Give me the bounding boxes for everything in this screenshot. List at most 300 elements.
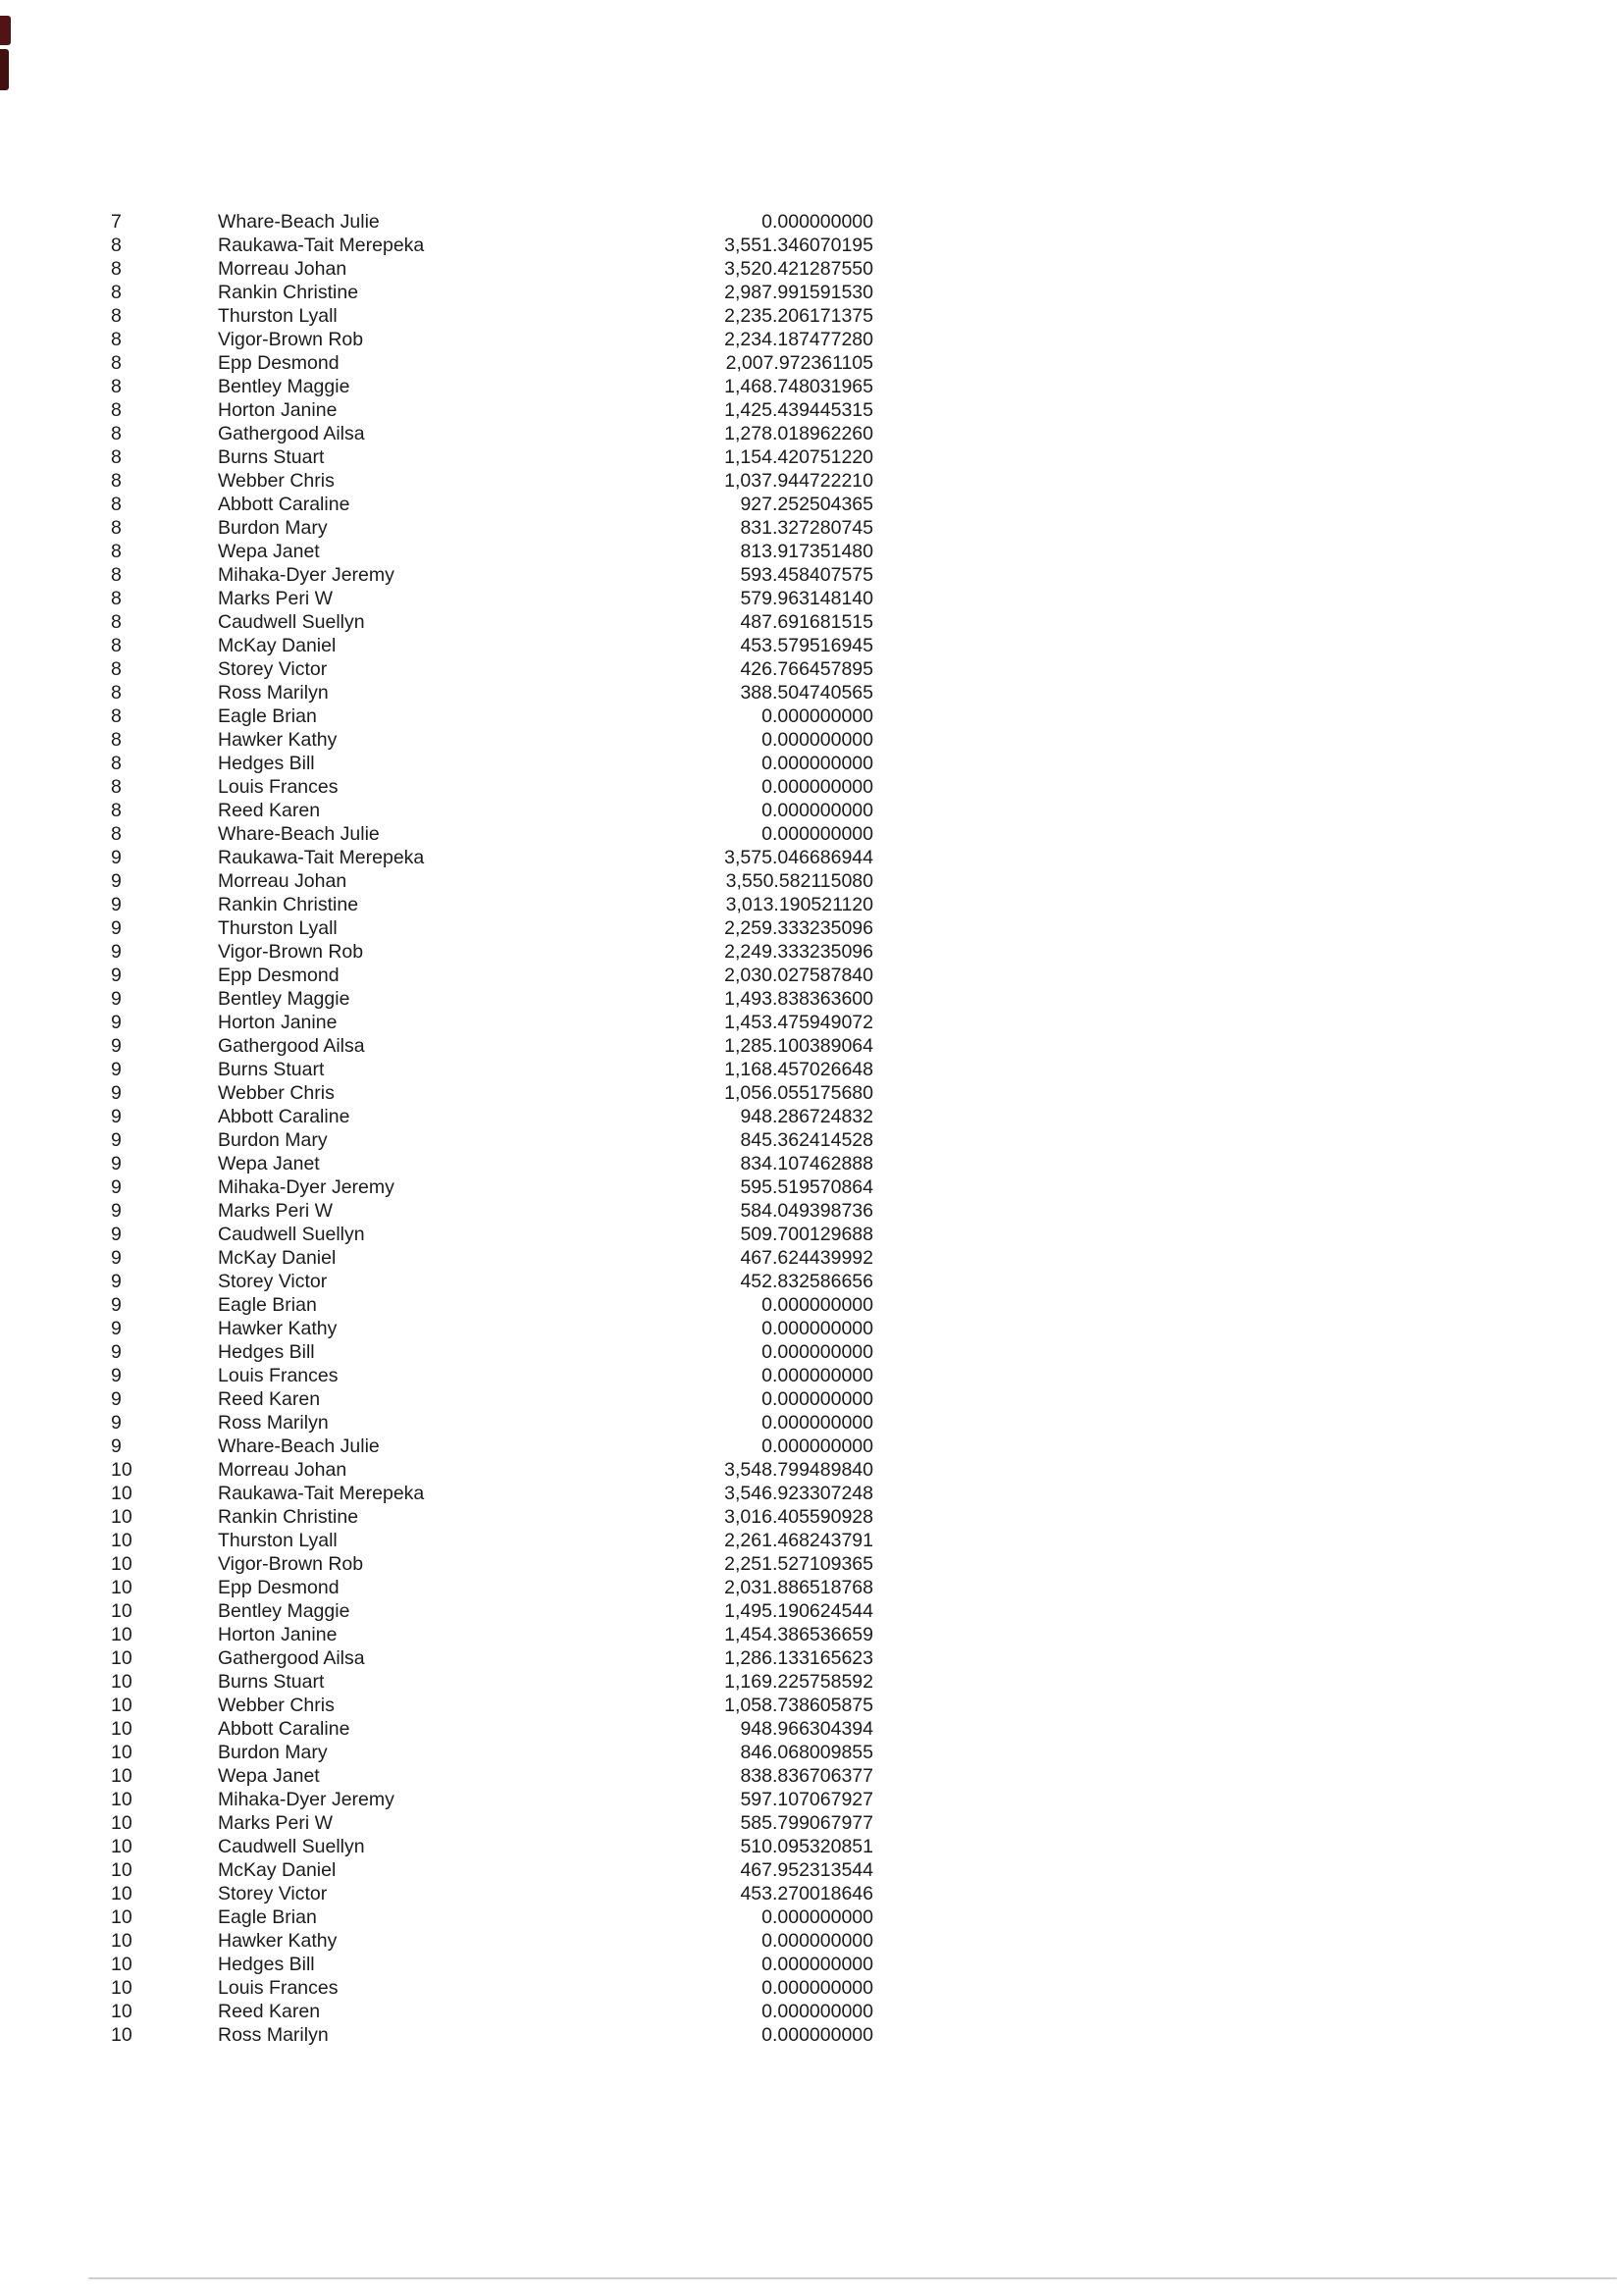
period-cell: 10 xyxy=(111,1954,132,1975)
name-cell: Webber Chris xyxy=(218,1695,335,1716)
value-cell: 487.691681515 xyxy=(740,611,873,633)
scan-artifact-mark-top xyxy=(0,16,11,45)
value-cell: 467.952313544 xyxy=(740,1859,873,1881)
table-row xyxy=(111,2000,873,2023)
period-cell: 9 xyxy=(111,1341,122,1363)
period-cell: 9 xyxy=(111,1129,122,1151)
value-cell: 584.049398736 xyxy=(740,1200,873,1222)
name-cell: Gathergood Ailsa xyxy=(218,1035,365,1057)
period-cell: 10 xyxy=(111,1459,132,1481)
value-cell: 3,546.923307248 xyxy=(724,1483,873,1504)
table-row xyxy=(111,987,873,1011)
period-cell: 9 xyxy=(111,1200,122,1222)
value-cell: 0.000000000 xyxy=(761,1977,873,1999)
table-row xyxy=(111,1152,873,1175)
table-row xyxy=(111,657,873,681)
table-row xyxy=(111,1058,873,1081)
value-cell: 948.286724832 xyxy=(740,1106,873,1127)
period-cell: 9 xyxy=(111,1035,122,1057)
period-cell: 10 xyxy=(111,1906,132,1928)
name-cell: Storey Victor xyxy=(218,1271,328,1292)
name-cell: McKay Daniel xyxy=(218,635,337,656)
period-cell: 8 xyxy=(111,658,122,680)
name-cell: Mihaka-Dyer Jeremy xyxy=(218,564,394,586)
value-cell: 834.107462888 xyxy=(740,1153,873,1174)
name-cell: Wepa Janet xyxy=(218,1765,320,1787)
name-cell: Gathergood Ailsa xyxy=(218,423,365,444)
period-cell: 9 xyxy=(111,1318,122,1339)
table-row xyxy=(111,704,873,728)
period-cell: 9 xyxy=(111,1294,122,1316)
name-cell: Vigor-Brown Rob xyxy=(218,1553,364,1575)
period-cell: 9 xyxy=(111,1435,122,1457)
name-cell: Mihaka-Dyer Jeremy xyxy=(218,1176,394,1198)
value-cell: 1,285.100389064 xyxy=(724,1035,873,1057)
period-cell: 8 xyxy=(111,823,122,845)
value-cell: 2,235.206171375 xyxy=(724,305,873,327)
name-cell: Epp Desmond xyxy=(218,352,340,374)
value-cell: 388.504740565 xyxy=(740,682,873,704)
table-row xyxy=(111,304,873,328)
name-cell: Rankin Christine xyxy=(218,894,359,915)
period-cell: 9 xyxy=(111,1176,122,1198)
period-cell: 8 xyxy=(111,564,122,586)
period-cell: 10 xyxy=(111,2001,132,2022)
name-cell: Rankin Christine xyxy=(218,282,359,303)
period-cell: 10 xyxy=(111,1624,132,1645)
value-cell: 2,259.333235096 xyxy=(724,917,873,939)
table-row xyxy=(111,1364,873,1387)
period-cell: 10 xyxy=(111,1812,132,1834)
value-cell: 510.095320851 xyxy=(740,1836,873,1857)
name-cell: Gathergood Ailsa xyxy=(218,1647,365,1669)
name-cell: Burdon Mary xyxy=(218,517,328,539)
value-cell: 0.000000000 xyxy=(761,776,873,798)
name-cell: Hedges Bill xyxy=(218,753,315,774)
value-cell: 838.836706377 xyxy=(740,1765,873,1787)
name-cell: Storey Victor xyxy=(218,658,328,680)
value-cell: 831.327280745 xyxy=(740,517,873,539)
scan-artifact-mark-bottom xyxy=(0,49,9,90)
value-cell: 0.000000000 xyxy=(761,800,873,821)
value-cell: 452.832586656 xyxy=(740,1271,873,1292)
value-cell: 813.917351480 xyxy=(740,541,873,562)
table-row xyxy=(111,493,873,516)
value-cell: 2,007.972361105 xyxy=(725,352,873,374)
name-cell: Louis Frances xyxy=(218,1365,339,1386)
table-row xyxy=(111,940,873,964)
table-row xyxy=(111,1741,873,1764)
period-cell: 9 xyxy=(111,941,122,963)
name-cell: Hedges Bill xyxy=(218,1341,315,1363)
name-cell: Bentley Maggie xyxy=(218,376,350,397)
period-cell: 9 xyxy=(111,870,122,892)
value-cell: 1,168.457026648 xyxy=(724,1059,873,1080)
value-cell: 2,987.991591530 xyxy=(724,282,873,303)
value-cell: 3,550.582115080 xyxy=(725,870,873,892)
period-cell: 8 xyxy=(111,729,122,751)
name-cell: Webber Chris xyxy=(218,470,335,492)
period-cell: 9 xyxy=(111,1012,122,1033)
period-cell: 10 xyxy=(111,1600,132,1622)
value-cell: 426.766457895 xyxy=(740,658,873,680)
value-cell: 585.799067977 xyxy=(740,1812,873,1834)
period-cell: 10 xyxy=(111,1483,132,1504)
value-cell: 0.000000000 xyxy=(761,1954,873,1975)
name-cell: Abbott Caraline xyxy=(218,494,350,515)
period-cell: 10 xyxy=(111,1765,132,1787)
name-cell: Hawker Kathy xyxy=(218,729,338,751)
name-cell: McKay Daniel xyxy=(218,1247,337,1269)
table-row xyxy=(111,1717,873,1741)
table-row xyxy=(111,234,873,257)
value-cell: 0.000000000 xyxy=(761,823,873,845)
value-cell: 0.000000000 xyxy=(761,1388,873,1410)
period-cell: 8 xyxy=(111,682,122,704)
period-cell: 9 xyxy=(111,1153,122,1174)
name-cell: Caudwell Suellyn xyxy=(218,1836,365,1857)
value-cell: 509.700129688 xyxy=(740,1224,873,1245)
value-cell: 1,058.738605875 xyxy=(724,1695,873,1716)
name-cell: Raukawa-Tait Merepeka xyxy=(218,235,425,256)
value-cell: 453.579516945 xyxy=(740,635,873,656)
name-cell: Bentley Maggie xyxy=(218,988,350,1010)
name-cell: Burns Stuart xyxy=(218,446,325,468)
period-cell: 10 xyxy=(111,1718,132,1740)
period-cell: 10 xyxy=(111,1671,132,1693)
value-cell: 0.000000000 xyxy=(761,1930,873,1952)
table-row xyxy=(111,1011,873,1034)
value-cell: 1,154.420751220 xyxy=(724,446,873,468)
name-cell: Abbott Caraline xyxy=(218,1718,350,1740)
data-table xyxy=(111,210,873,2047)
name-cell: Rankin Christine xyxy=(218,1506,359,1528)
value-cell: 0.000000000 xyxy=(761,1318,873,1339)
period-cell: 9 xyxy=(111,1247,122,1269)
period-cell: 9 xyxy=(111,965,122,986)
period-cell: 8 xyxy=(111,399,122,421)
value-cell: 597.107067927 xyxy=(740,1789,873,1810)
period-cell: 8 xyxy=(111,282,122,303)
value-cell: 0.000000000 xyxy=(761,1294,873,1316)
period-cell: 9 xyxy=(111,1365,122,1386)
period-cell: 8 xyxy=(111,235,122,256)
name-cell: Thurston Lyall xyxy=(218,917,338,939)
period-cell: 9 xyxy=(111,1059,122,1080)
table-row xyxy=(111,563,873,587)
table-row xyxy=(111,210,873,234)
value-cell: 0.000000000 xyxy=(761,705,873,727)
table-row xyxy=(111,445,873,469)
value-cell: 3,551.346070195 xyxy=(724,235,873,256)
name-cell: Vigor-Brown Rob xyxy=(218,329,364,350)
table-row xyxy=(111,1270,873,1293)
period-cell: 10 xyxy=(111,1883,132,1905)
table-row xyxy=(111,1929,873,1953)
table-row xyxy=(111,1811,873,1835)
value-cell: 0.000000000 xyxy=(761,2024,873,2046)
table-row xyxy=(111,422,873,445)
table-row xyxy=(111,1976,873,2000)
table-row xyxy=(111,1505,873,1529)
name-cell: Whare-Beach Julie xyxy=(218,1435,380,1457)
value-cell: 0.000000000 xyxy=(761,1435,873,1457)
name-cell: Morreau Johan xyxy=(218,258,347,280)
period-cell: 9 xyxy=(111,894,122,915)
period-cell: 8 xyxy=(111,258,122,280)
value-cell: 0.000000000 xyxy=(761,211,873,233)
name-cell: Ross Marilyn xyxy=(218,1412,329,1434)
period-cell: 7 xyxy=(111,211,122,233)
value-cell: 2,030.027587840 xyxy=(724,965,873,986)
table-row xyxy=(111,775,873,799)
name-cell: Thurston Lyall xyxy=(218,305,338,327)
period-cell: 10 xyxy=(111,1977,132,1999)
table-row xyxy=(111,681,873,704)
table-row xyxy=(111,587,873,610)
value-cell: 2,261.468243791 xyxy=(724,1530,873,1551)
period-cell: 9 xyxy=(111,1106,122,1127)
value-cell: 0.000000000 xyxy=(761,1906,873,1928)
table-row xyxy=(111,540,873,563)
table-row xyxy=(111,916,873,940)
value-cell: 1,278.018962260 xyxy=(724,423,873,444)
name-cell: Wepa Janet xyxy=(218,541,320,562)
period-cell: 8 xyxy=(111,376,122,397)
table-row xyxy=(111,1435,873,1458)
table-row xyxy=(111,610,873,634)
value-cell: 927.252504365 xyxy=(740,494,873,515)
value-cell: 1,286.133165623 xyxy=(724,1647,873,1669)
name-cell: Eagle Brian xyxy=(218,705,317,727)
period-cell: 8 xyxy=(111,705,122,727)
value-cell: 0.000000000 xyxy=(761,753,873,774)
table-row xyxy=(111,398,873,422)
name-cell: Mihaka-Dyer Jeremy xyxy=(218,1789,394,1810)
table-row xyxy=(111,1552,873,1576)
value-cell: 453.270018646 xyxy=(740,1883,873,1905)
name-cell: Burdon Mary xyxy=(218,1742,328,1763)
period-cell: 10 xyxy=(111,1553,132,1575)
value-cell: 1,454.386536659 xyxy=(724,1624,873,1645)
name-cell: Raukawa-Tait Merepeka xyxy=(218,1483,425,1504)
period-cell: 8 xyxy=(111,800,122,821)
table-row xyxy=(111,1128,873,1152)
period-cell: 10 xyxy=(111,1789,132,1810)
table-row xyxy=(111,1599,873,1623)
value-cell: 0.000000000 xyxy=(761,1412,873,1434)
table-row xyxy=(111,846,873,869)
value-cell: 593.458407575 xyxy=(740,564,873,586)
table-row xyxy=(111,1199,873,1223)
name-cell: Hedges Bill xyxy=(218,1954,315,1975)
name-cell: Morreau Johan xyxy=(218,1459,347,1481)
name-cell: Wepa Janet xyxy=(218,1153,320,1174)
table-row xyxy=(111,964,873,987)
value-cell: 1,169.225758592 xyxy=(724,1671,873,1693)
table-row xyxy=(111,1670,873,1694)
name-cell: Raukawa-Tait Merepeka xyxy=(218,847,425,868)
value-cell: 3,575.046686944 xyxy=(724,847,873,868)
table-row xyxy=(111,1576,873,1599)
table-row xyxy=(111,1788,873,1811)
name-cell: Hawker Kathy xyxy=(218,1930,338,1952)
table-row xyxy=(111,1882,873,1905)
name-cell: Horton Janine xyxy=(218,1012,338,1033)
name-cell: Marks Peri W xyxy=(218,1812,333,1834)
name-cell: Ross Marilyn xyxy=(218,682,329,704)
name-cell: Thurston Lyall xyxy=(218,1530,338,1551)
period-cell: 9 xyxy=(111,1271,122,1292)
table-row xyxy=(111,1694,873,1717)
value-cell: 3,520.421287550 xyxy=(724,258,873,280)
period-cell: 9 xyxy=(111,1224,122,1245)
value-cell: 1,425.439445315 xyxy=(724,399,873,421)
period-cell: 10 xyxy=(111,1506,132,1528)
name-cell: Horton Janine xyxy=(218,1624,338,1645)
table-row xyxy=(111,2023,873,2047)
name-cell: Reed Karen xyxy=(218,1388,321,1410)
table-row xyxy=(111,1223,873,1246)
period-cell: 10 xyxy=(111,1647,132,1669)
table-row xyxy=(111,893,873,916)
name-cell: Eagle Brian xyxy=(218,1906,317,1928)
name-cell: Morreau Johan xyxy=(218,870,347,892)
value-cell: 0.000000000 xyxy=(761,2001,873,2022)
table-row xyxy=(111,869,873,893)
period-cell: 10 xyxy=(111,1742,132,1763)
value-cell: 846.068009855 xyxy=(740,1742,873,1763)
value-cell: 1,037.944722210 xyxy=(724,470,873,492)
table-row xyxy=(111,1482,873,1505)
value-cell: 595.519570864 xyxy=(740,1176,873,1198)
value-cell: 948.966304394 xyxy=(740,1718,873,1740)
period-cell: 9 xyxy=(111,1082,122,1104)
table-row xyxy=(111,328,873,351)
table-row xyxy=(111,1835,873,1858)
value-cell: 0.000000000 xyxy=(761,1341,873,1363)
table-row xyxy=(111,822,873,846)
period-cell: 9 xyxy=(111,1388,122,1410)
period-cell: 10 xyxy=(111,1836,132,1857)
period-cell: 8 xyxy=(111,352,122,374)
value-cell: 2,249.333235096 xyxy=(724,941,873,963)
table-row xyxy=(111,257,873,281)
value-cell: 3,013.190521120 xyxy=(725,894,873,915)
period-cell: 8 xyxy=(111,446,122,468)
period-cell: 8 xyxy=(111,423,122,444)
table-row xyxy=(111,1458,873,1482)
name-cell: Epp Desmond xyxy=(218,965,340,986)
table-row xyxy=(111,1081,873,1105)
name-cell: Burns Stuart xyxy=(218,1671,325,1693)
value-cell: 3,548.799489840 xyxy=(724,1459,873,1481)
name-cell: Ross Marilyn xyxy=(218,2024,329,2046)
value-cell: 1,495.190624544 xyxy=(724,1600,873,1622)
table-row xyxy=(111,1411,873,1435)
value-cell: 2,234.187477280 xyxy=(724,329,873,350)
period-cell: 10 xyxy=(111,1930,132,1952)
value-cell: 579.963148140 xyxy=(740,588,873,609)
period-cell: 8 xyxy=(111,305,122,327)
period-cell: 10 xyxy=(111,1530,132,1551)
table-row xyxy=(111,351,873,375)
table-row xyxy=(111,1764,873,1788)
period-cell: 8 xyxy=(111,517,122,539)
table-row xyxy=(111,752,873,775)
value-cell: 1,056.055175680 xyxy=(724,1082,873,1104)
period-cell: 8 xyxy=(111,611,122,633)
value-cell: 3,016.405590928 xyxy=(724,1506,873,1528)
table-row xyxy=(111,728,873,752)
period-cell: 9 xyxy=(111,917,122,939)
period-cell: 10 xyxy=(111,1577,132,1598)
period-cell: 10 xyxy=(111,1695,132,1716)
name-cell: Whare-Beach Julie xyxy=(218,823,380,845)
name-cell: McKay Daniel xyxy=(218,1859,337,1881)
value-cell: 0.000000000 xyxy=(761,729,873,751)
name-cell: Storey Victor xyxy=(218,1883,328,1905)
table-row xyxy=(111,1387,873,1411)
table-row xyxy=(111,1175,873,1199)
period-cell: 9 xyxy=(111,1412,122,1434)
name-cell: Marks Peri W xyxy=(218,588,333,609)
scan-edge-line xyxy=(88,2277,1617,2279)
period-cell: 9 xyxy=(111,847,122,868)
table-row xyxy=(111,634,873,657)
table-row xyxy=(111,1646,873,1670)
name-cell: Reed Karen xyxy=(218,2001,321,2022)
period-cell: 8 xyxy=(111,470,122,492)
name-cell: Eagle Brian xyxy=(218,1294,317,1316)
name-cell: Whare-Beach Julie xyxy=(218,211,380,233)
period-cell: 8 xyxy=(111,494,122,515)
value-cell: 845.362414528 xyxy=(740,1129,873,1151)
table-row xyxy=(111,1529,873,1552)
period-cell: 8 xyxy=(111,588,122,609)
value-cell: 0.000000000 xyxy=(761,1365,873,1386)
table-row xyxy=(111,375,873,398)
value-cell: 1,493.838363600 xyxy=(724,988,873,1010)
period-cell: 8 xyxy=(111,635,122,656)
name-cell: Bentley Maggie xyxy=(218,1600,350,1622)
name-cell: Caudwell Suellyn xyxy=(218,1224,365,1245)
value-cell: 2,251.527109365 xyxy=(724,1553,873,1575)
table-row xyxy=(111,1953,873,1976)
name-cell: Burdon Mary xyxy=(218,1129,328,1151)
table-row xyxy=(111,469,873,493)
table-row xyxy=(111,1293,873,1317)
name-cell: Caudwell Suellyn xyxy=(218,611,365,633)
name-cell: Louis Frances xyxy=(218,1977,339,1999)
period-cell: 8 xyxy=(111,329,122,350)
name-cell: Epp Desmond xyxy=(218,1577,340,1598)
value-cell: 2,031.886518768 xyxy=(724,1577,873,1598)
table-row xyxy=(111,1858,873,1882)
period-cell: 10 xyxy=(111,1859,132,1881)
name-cell: Marks Peri W xyxy=(218,1200,333,1222)
table-row xyxy=(111,1317,873,1340)
name-cell: Louis Frances xyxy=(218,776,339,798)
table-row xyxy=(111,1340,873,1364)
name-cell: Horton Janine xyxy=(218,399,338,421)
period-cell: 8 xyxy=(111,541,122,562)
period-cell: 8 xyxy=(111,753,122,774)
period-cell: 8 xyxy=(111,776,122,798)
name-cell: Vigor-Brown Rob xyxy=(218,941,364,963)
name-cell: Hawker Kathy xyxy=(218,1318,338,1339)
table-row xyxy=(111,1105,873,1128)
